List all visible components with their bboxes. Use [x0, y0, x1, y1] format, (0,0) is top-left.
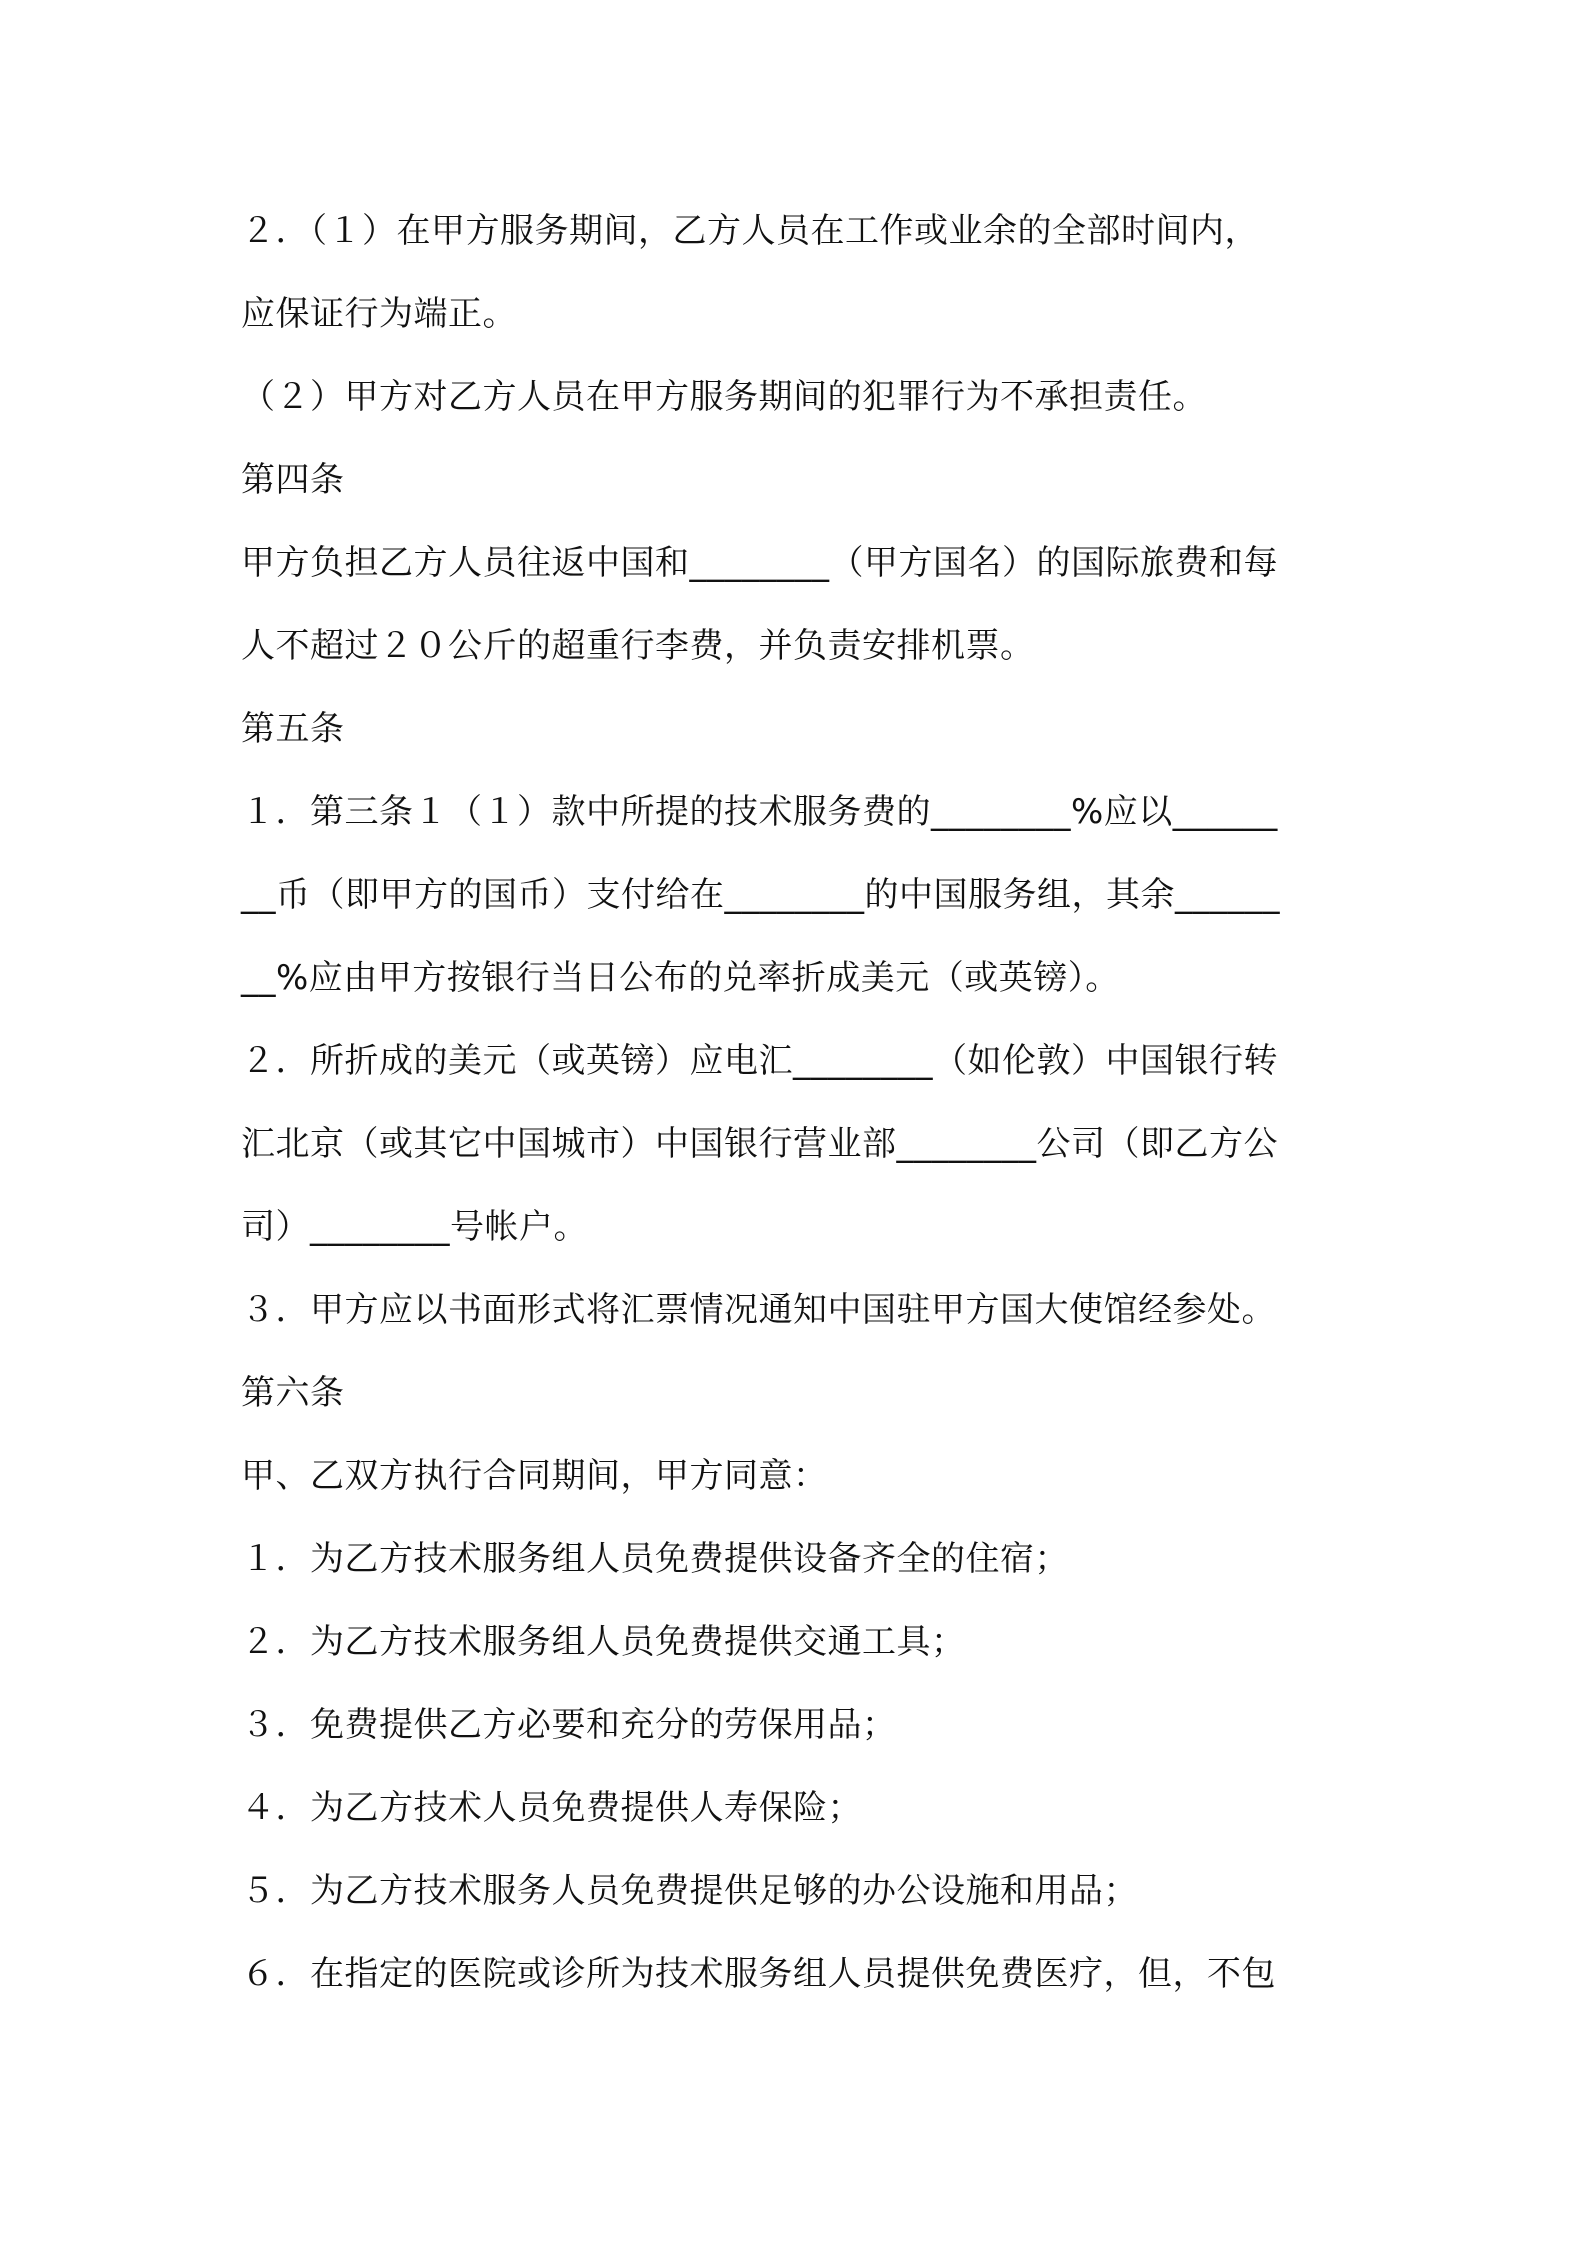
text-line-14: ３．甲方应以书面形式将汇票情况通知中国驻甲方国大使馆经参处。 [241, 1290, 1276, 1330]
text-line-9: __币（即甲方的国币）支付给在________的中国服务组，其余______ [241, 875, 1280, 915]
text-line-1: ２．（１）在甲方服务期间，乙方人员在工作或业余的全部时间内， [241, 211, 1259, 251]
text-line-13: 司）________号帐户。 [241, 1207, 588, 1247]
text-line-17: １．为乙方技术服务组人员免费提供设备齐全的住宿； [241, 1539, 1069, 1579]
article-heading-6: 第六条 [241, 1373, 345, 1413]
text-line-18: ２．为乙方技术服务组人员免费提供交通工具； [241, 1622, 966, 1662]
text-line-19: ３．免费提供乙方必要和充分的劳保用品； [241, 1705, 897, 1745]
text-line-11: ２．所折成的美元（或英镑）应电汇________（如伦敦）中国银行转 [241, 1041, 1278, 1081]
text-line-12: 汇北京（或其它中国城市）中国银行营业部________公司（即乙方公 [241, 1124, 1278, 1164]
text-line-20: ４．为乙方技术人员免费提供人寿保险； [241, 1788, 862, 1828]
text-line-2: 应保证行为端正。 [241, 294, 517, 334]
article-heading-5: 第五条 [241, 709, 345, 749]
text-line-3: （２）甲方对乙方人员在甲方服务期间的犯罪行为不承担责任。 [241, 377, 1207, 417]
text-line-16: 甲、乙双方执行合同期间，甲方同意： [241, 1456, 828, 1496]
text-line-21: ５．为乙方技术服务人员免费提供足够的办公设施和用品； [241, 1871, 1138, 1911]
text-line-22: ６．在指定的医院或诊所为技术服务组人员提供免费医疗，但，不包 [241, 1954, 1276, 1994]
article-heading-4: 第四条 [241, 460, 345, 500]
text-line-8: １．第三条１（１）款中所提的技术服务费的________%应以______ [241, 792, 1278, 832]
text-line-6: 人不超过２０公斤的超重行李费，并负责安排机票。 [241, 626, 1035, 666]
text-line-5: 甲方负担乙方人员往返中国和________（甲方国名）的国际旅费和每 [241, 543, 1278, 583]
text-line-10: __%应由甲方按银行当日公布的兑率折成美元（或英镑）。 [241, 958, 1120, 998]
